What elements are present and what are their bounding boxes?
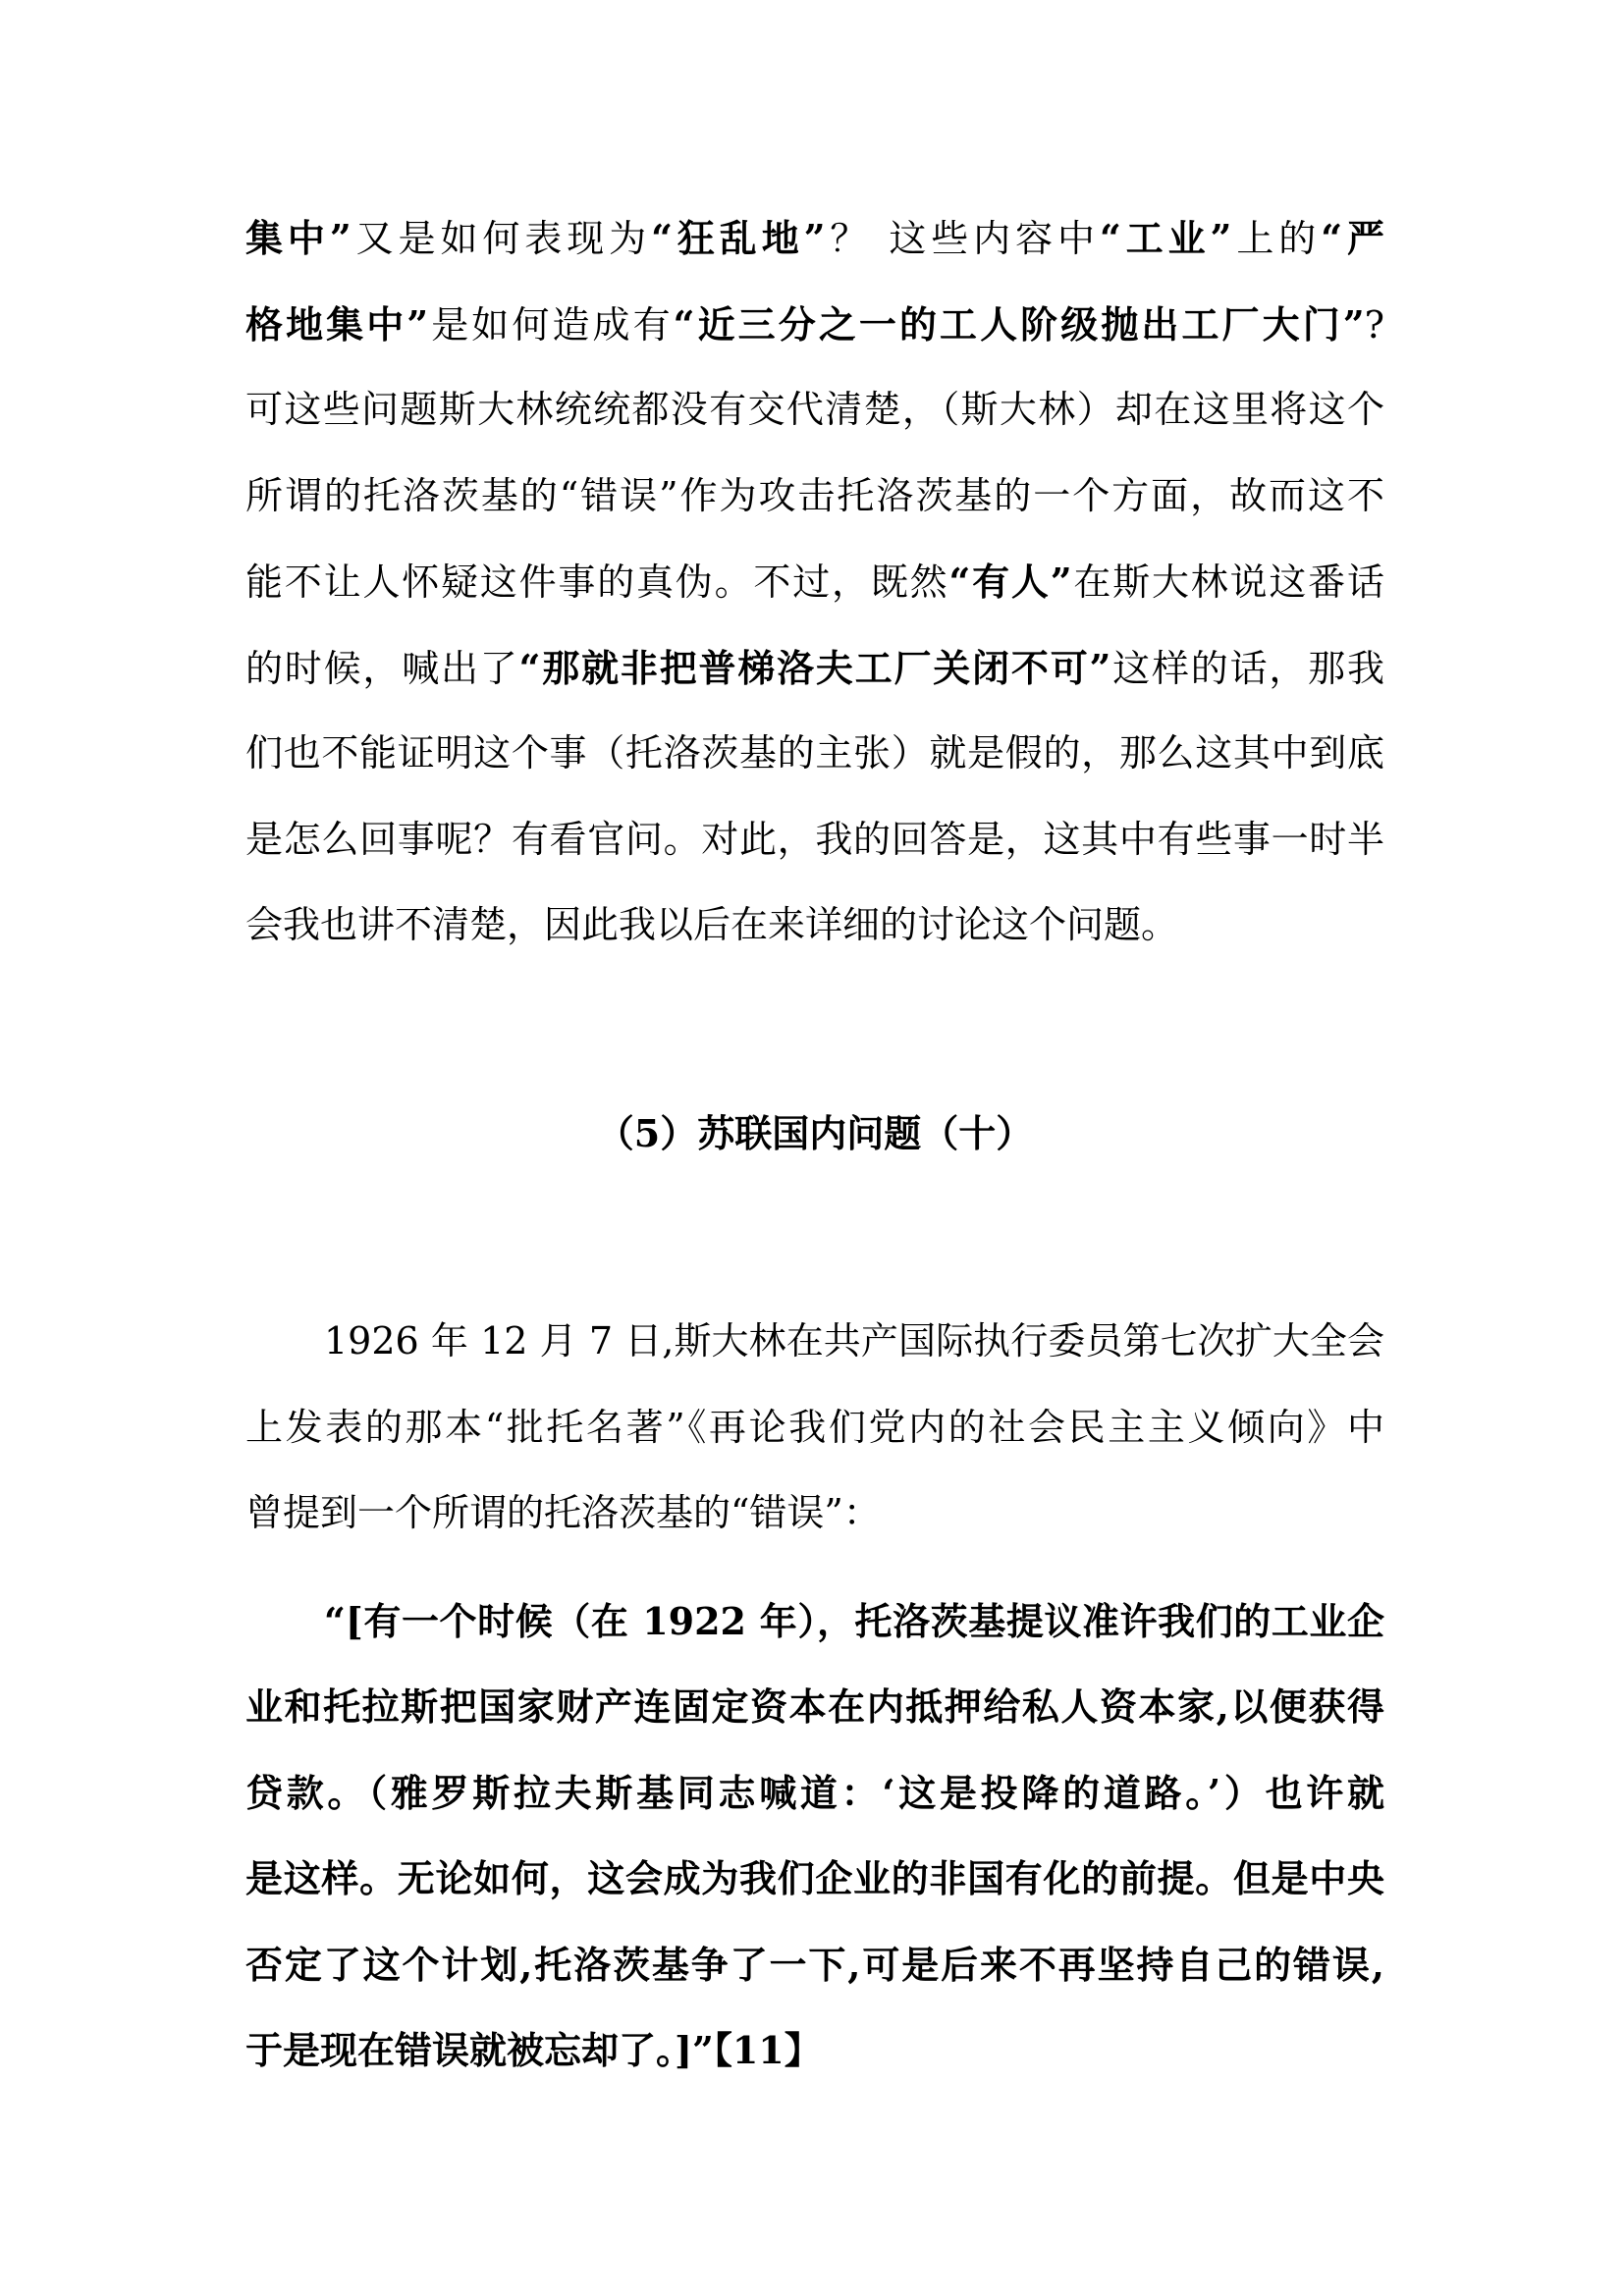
bold-text-run: “狂乱地”	[651, 216, 826, 260]
para-intro	[245, 1299, 1384, 1557]
text-run: ?	[1364, 302, 1384, 347]
text-run: 可这些问题斯大林统统都没有交代清楚，（斯大林）却在这里将这个	[245, 388, 1384, 431]
text-run: 1926 年 12 月 7 日,斯大林在共产国际执行委员第七次扩大全会	[324, 1319, 1384, 1362]
bold-text-run: “工业”	[1099, 216, 1232, 260]
text-line	[245, 367, 1384, 454]
paragraph-spacer	[245, 1176, 1384, 1299]
bold-text-run: 贷款。（雅罗斯拉夫斯基同志喊道：‘这是投降的道路。’）也许就	[245, 1770, 1384, 1815]
text-line	[245, 1750, 1384, 1837]
paragraph-spacer	[245, 1557, 1384, 1578]
text-run: 是怎么回事呢？有看官问。对此，我的回答是，这其中有些事一时半	[245, 817, 1384, 861]
bold-text-run: “[有一个时候（在 1922 年），托洛茨基提议准许我们的工业企	[324, 1598, 1384, 1643]
bold-text-run: 否定了这个计划,托洛茨基争了一下,可是后来不再坚持自己的错误,	[245, 1942, 1384, 1987]
text-run: ？ 这些内容中	[825, 217, 1100, 260]
text-line	[245, 625, 1384, 712]
bold-text-run: 是这样。无论如何，这会成为我们企业的非国有化的前提。但是中央	[245, 1856, 1384, 1900]
bold-text-run: 格地集中”	[245, 301, 429, 347]
text-run: 这样的话，那我	[1110, 646, 1384, 690]
text-run: 上的	[1231, 217, 1322, 260]
text-run: 在斯大林说这番话	[1071, 561, 1384, 604]
text-run: 所谓的托洛茨基的“错误”作为攻击托洛茨基的一个方面，故而这不	[245, 473, 1384, 517]
text-line	[245, 1836, 1384, 1922]
text-run: 能不让人怀疑这件事的真伪。不过，既然	[245, 561, 949, 604]
text-line	[245, 1922, 1384, 2008]
text-run: 又是如何表现为	[351, 217, 652, 260]
text-line	[245, 1578, 1384, 1665]
text-line	[245, 882, 1384, 969]
para-stalin-quote	[245, 1578, 1384, 2094]
bold-text-run: 于是现在错误就被忘却了。]”【11】	[245, 2028, 822, 2072]
text-run: 是如何造成有	[428, 302, 674, 347]
para-continuation	[245, 195, 1384, 969]
bold-text-run: 集中”	[245, 216, 352, 260]
text-line	[245, 797, 1384, 883]
section-heading	[245, 1091, 1384, 1177]
bold-text-run: 业和托拉斯把国家财产连固定资本在内抵押给私人资本家,以便获得	[245, 1684, 1384, 1729]
bold-text-run: “近三分之一的工人阶级抛出工厂大门”	[673, 301, 1365, 347]
bold-text-run: “有人”	[948, 560, 1072, 604]
text-run: 们也不能证明这个事（托洛茨基的主张）就是假的，那么这其中到底	[245, 731, 1384, 774]
text-line	[245, 1299, 1384, 1385]
paragraph-spacer	[245, 969, 1384, 1091]
text-line	[245, 195, 1384, 282]
bold-text-run: （5）苏联国内问题（十）	[596, 1110, 1034, 1155]
text-line	[245, 2007, 1384, 2094]
text-line	[245, 1385, 1384, 1471]
text-line	[245, 282, 1384, 368]
text-run: 的时候，喊出了	[245, 646, 519, 690]
text-line	[245, 1664, 1384, 1750]
bold-text-run: “严	[1321, 216, 1384, 260]
text-run: 曾提到一个所谓的托洛茨基的“错误”：	[245, 1491, 881, 1534]
bold-text-run: “那就非把普梯洛夫工厂关闭不可”	[518, 645, 1111, 690]
text-run: 上发表的那本“批托名著”《再论我们党内的社会民主主义倾向》中	[245, 1405, 1384, 1449]
text-line	[245, 1470, 1384, 1557]
text-line	[245, 711, 1384, 797]
text-run: 会我也讲不清楚，因此我以后在来详细的讨论这个问题。	[245, 903, 1179, 946]
text-line	[245, 454, 1384, 540]
text-line	[245, 539, 1384, 625]
